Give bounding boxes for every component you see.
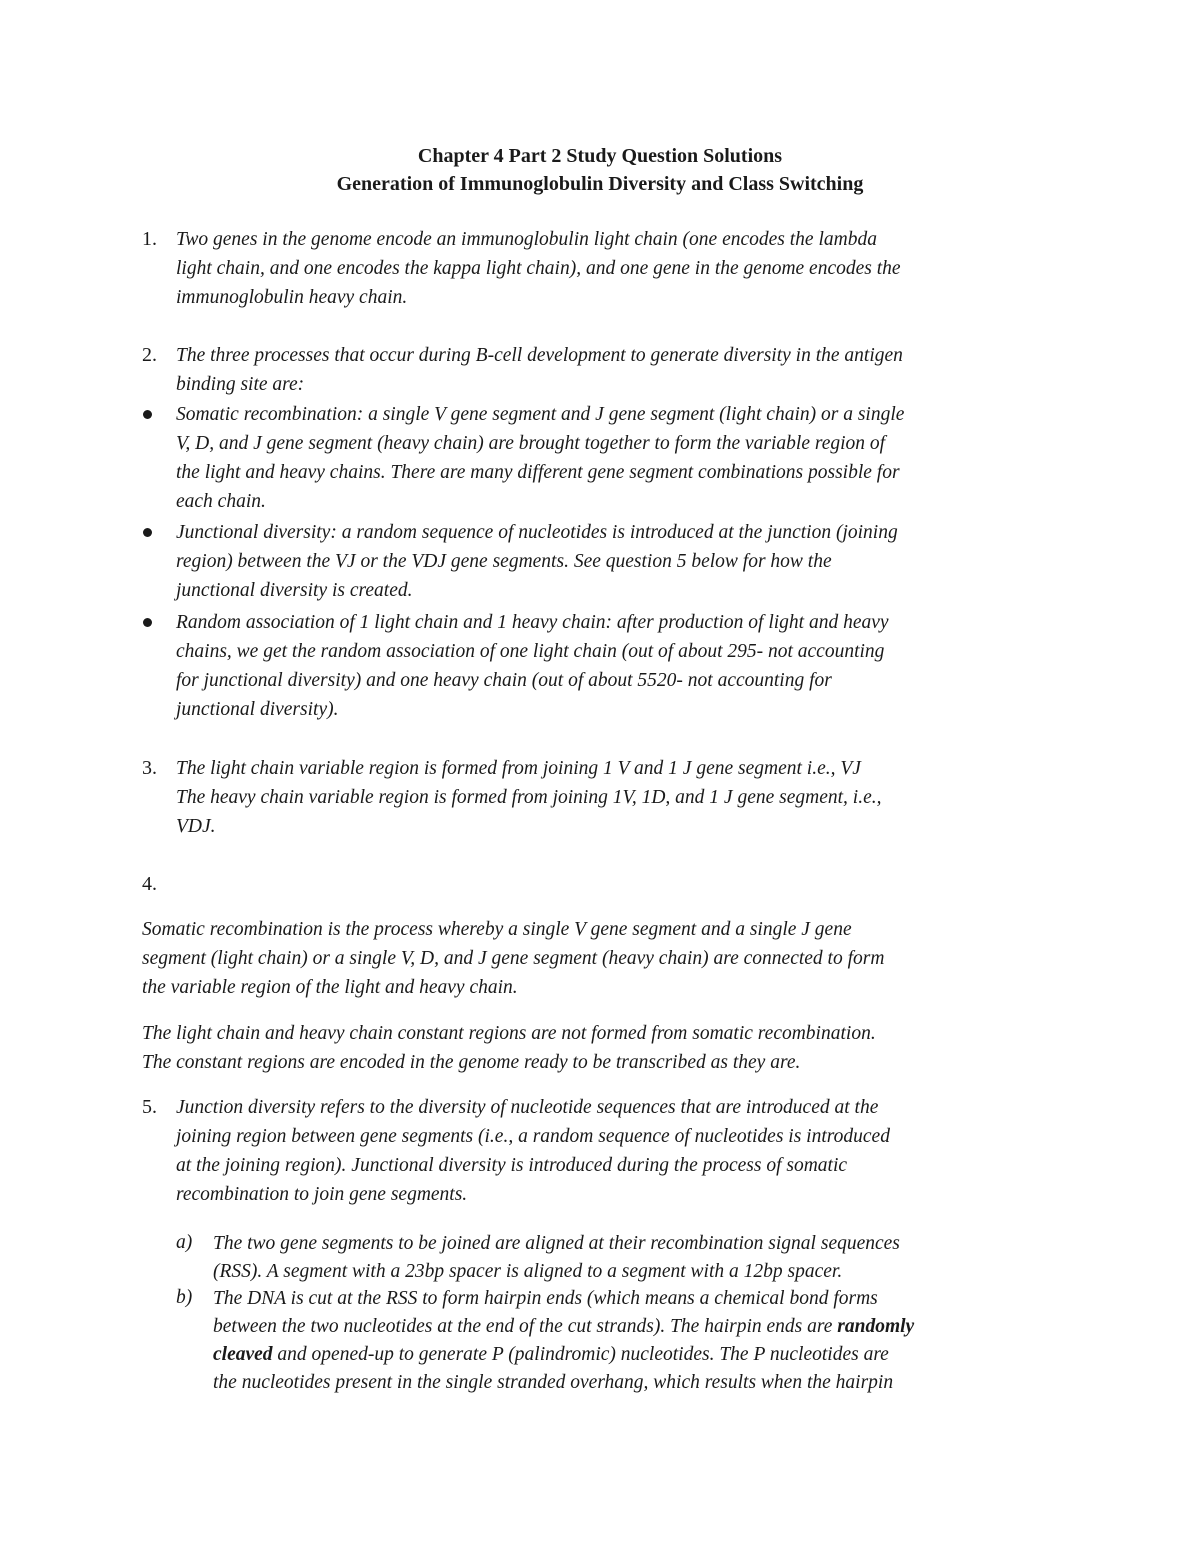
q3-line: The light chain variable region is formed from joining 1 V and 1 J gene segment i.e., VJ xyxy=(176,758,861,779)
q5-answer xyxy=(176,1093,890,1209)
q1-answer xyxy=(176,225,901,312)
q2-intro-line: The three processes that occur during B-cell development to generate diversity in the antigen xyxy=(176,345,903,366)
q1-line: light chain, and one encodes the kappa light chain), and one gene in the genome encodes the xyxy=(176,258,901,279)
bullet-line: junctional diversity is created. xyxy=(176,580,413,601)
bullet-icon xyxy=(143,410,152,419)
q5-sub-a-label: a) xyxy=(176,1232,193,1253)
bullet-line: Junctional diversity: a random sequence of nucleotides is introduced at the junction (joining xyxy=(176,522,898,543)
q4-line: The constant regions are encoded in the genome ready to be transcribed as they are. xyxy=(142,1052,801,1073)
q5-sub-b-line xyxy=(213,1340,914,1368)
q5-sub-b-text: and opened-up to generate P (palindromic) nucleotides. The P nucleotides are xyxy=(272,1344,889,1365)
q3-number: 3. xyxy=(142,757,157,779)
bullet-line: the light and heavy chains. There are many different gene segment combinations possible for xyxy=(176,462,900,483)
q2-bullet-random-association xyxy=(176,608,889,724)
bullet-icon xyxy=(143,528,152,537)
q5-line: recombination to join gene segments. xyxy=(176,1184,468,1205)
q5-sub-a-line: The two gene segments to be joined are aligned at their recombination signal sequences xyxy=(213,1233,900,1254)
q5-sub-b-label: b) xyxy=(176,1287,193,1308)
q2-number: 2. xyxy=(142,344,157,366)
emphasis-cleaved: cleaved xyxy=(213,1344,273,1365)
q5-sub-b xyxy=(213,1284,914,1396)
q3-answer xyxy=(176,754,882,841)
q3-line: VDJ. xyxy=(176,816,216,837)
q1-line: Two genes in the genome encode an immunoglobulin light chain (one encodes the lambda xyxy=(176,229,877,250)
q2-bullet-somatic xyxy=(176,400,904,516)
q4-paragraph-1 xyxy=(142,915,884,1002)
q5-number: 5. xyxy=(142,1096,157,1118)
bullet-line: junctional diversity). xyxy=(176,699,339,720)
q3-line: The heavy chain variable region is formed from joining 1V, 1D, and 1 J gene segment, i.e., xyxy=(176,787,882,808)
q4-line: Somatic recombination is the process whereby a single V gene segment and a single J gene xyxy=(142,919,852,940)
q5-sub-b-line: The DNA is cut at the RSS to form hairpin ends (which means a chemical bond forms xyxy=(213,1288,878,1309)
q5-line: at the joining region). Junctional diversity is introduced during the process of somatic xyxy=(176,1155,848,1176)
q5-sub-b-line xyxy=(213,1312,914,1340)
q2-intro-line: binding site are: xyxy=(176,374,305,395)
q5-sub-a xyxy=(213,1229,900,1285)
emphasis-randomly: randomly xyxy=(837,1316,915,1337)
q5-line: Junction diversity refers to the diversity of nucleotide sequences that are introduced at the xyxy=(176,1097,879,1118)
bullet-line: chains, we get the random association of one light chain (out of about 295- not accounting xyxy=(176,641,885,662)
q2-bullet-junctional xyxy=(176,518,898,605)
bullet-line: for junctional diversity) and one heavy chain (out of about 5520- not accounting for xyxy=(176,670,832,691)
q5-sub-a-line: (RSS). A segment with a 23bp spacer is aligned to a segment with a 12bp spacer. xyxy=(213,1261,843,1282)
q4-line: The light chain and heavy chain constant regions are not formed from somatic recombination. xyxy=(142,1023,876,1044)
q1-number: 1. xyxy=(142,228,157,250)
q2-intro xyxy=(176,341,903,399)
q5-sub-b-line: the nucleotides present in the single stranded overhang, which results when the hairpin xyxy=(213,1372,894,1393)
q5-sub-b-text: between the two nucleotides at the end of the cut strands). The hairpin ends are xyxy=(213,1316,838,1337)
q4-number: 4. xyxy=(142,873,157,895)
q4-line: segment (light chain) or a single V, D, and J gene segment (heavy chain) are connected to form xyxy=(142,948,885,969)
bullet-line: V, D, and J gene segment (heavy chain) are brought together to form the variable region of xyxy=(176,433,886,454)
document-subtitle: Generation of Immunoglobulin Diversity and Class Switching xyxy=(336,173,864,195)
bullet-line: Somatic recombination: a single V gene segment and J gene segment (light chain) or a single xyxy=(176,404,905,425)
bullet-icon xyxy=(143,618,152,627)
q4-line: the variable region of the light and heavy chain. xyxy=(142,977,518,998)
bullet-line: each chain. xyxy=(176,491,266,512)
q5-line: joining region between gene segments (i.e., a random sequence of nucleotides is introduced xyxy=(176,1126,890,1147)
q1-line: immunoglobulin heavy chain. xyxy=(176,287,408,308)
bullet-line: Random association of 1 light chain and 1 heavy chain: after production of light and heavy xyxy=(176,612,889,633)
q4-paragraph-2 xyxy=(142,1019,876,1077)
document-title: Chapter 4 Part 2 Study Question Solutions xyxy=(417,145,783,167)
bullet-line: region) between the VJ or the VDJ gene segments. See question 5 below for how the xyxy=(176,551,832,572)
